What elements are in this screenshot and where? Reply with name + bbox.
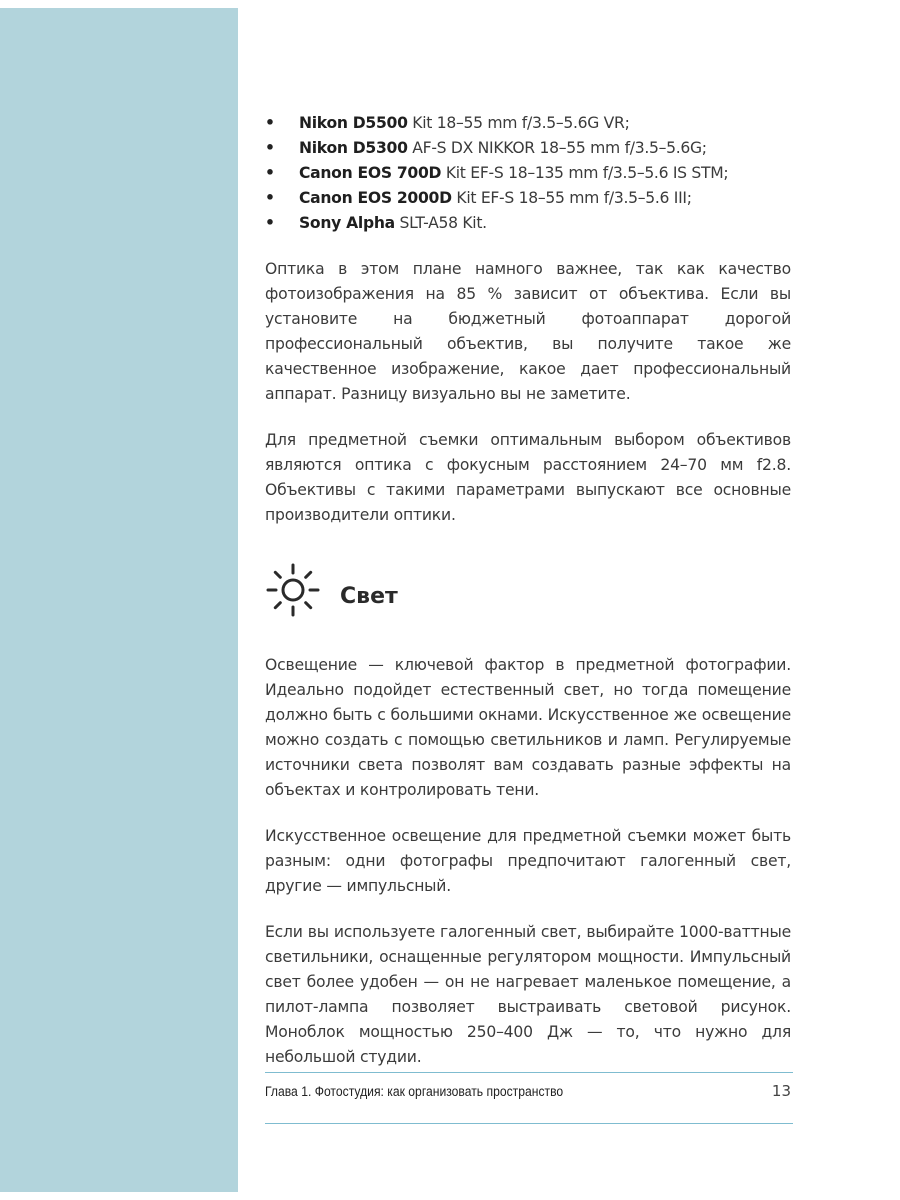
chapter-title: Глава 1. Фотостудия: как организовать пространство xyxy=(265,1084,564,1099)
paragraph-artificial-light: Искусственное освещение для предметной съемки может быть разным: одни фотографы предпочитают галогенный свет, другие — импульсный. xyxy=(265,827,791,895)
lens-kit: Kit EF-S 18–135 mm f/3.5–5.6 IS STM; xyxy=(441,164,729,182)
lens-kit: Kit EF-S 18–55 mm f/3.5–5.6 III; xyxy=(451,189,692,207)
list-item xyxy=(265,111,791,136)
camera-model: Nikon D5300 xyxy=(299,139,408,157)
lens-kit: Kit 18–55 mm f/3.5–5.6G VR; xyxy=(407,114,630,132)
lens-kit: AF-S DX NIKKOR 18–55 mm f/3.5–5.6G; xyxy=(407,139,707,157)
list-item xyxy=(265,136,791,161)
side-color-band xyxy=(0,8,238,1192)
camera-model: Sony Alpha xyxy=(299,214,395,232)
camera-model: Nikon D5500 xyxy=(299,114,408,132)
page-content xyxy=(265,111,791,1070)
bullet: • xyxy=(265,189,275,207)
section-heading xyxy=(265,562,791,622)
camera-model: Canon EOS 700D xyxy=(299,164,442,182)
page-footer xyxy=(265,1072,793,1124)
paragraph-optics: Оптика в этом плане намного важнее, так как качество фотоизображения на 85 % зависит от объектива. Если вы установите на бюджетный фотоаппарат дорогой профессиональный объектив, вы получите такое же качественное изображение, какое дает профессиональный аппарат. Разницу визуально вы не заметите. xyxy=(265,260,791,403)
list-item xyxy=(265,161,791,186)
lens-kit: SLT-A58 Kit. xyxy=(394,214,487,232)
bullet: • xyxy=(265,114,275,132)
paragraph-lighting: Освещение — ключевой фактор в предметной фотографии. Идеально подойдет естественный свет, но тогда помещение должно быть с большими окнами. Искусственное же освещение можно создать с помощью светильников и ламп. Регулируемые источники света позволят вам создавать разные эффекты на объектах и контролировать тени. xyxy=(265,656,791,799)
camera-model: Canon EOS 2000D xyxy=(299,189,452,207)
paragraph-halogen-light: Если вы используете галогенный свет, выбирайте 1000-ваттные светильники, оснащенные регулятором мощности. Импульсный свет более удобен — он не нагревает маленькое помещение, а пилот-лампа позволяет выстраивать световой рисунок. Моноблок мощностью 250–400 Дж — то, что нужно для небольшой студии. xyxy=(265,923,791,1066)
list-item xyxy=(265,211,791,236)
section-title: Свет xyxy=(340,584,398,609)
bullet: • xyxy=(265,164,275,182)
camera-list xyxy=(265,111,791,236)
sun-icon xyxy=(265,562,321,618)
bullet: • xyxy=(265,214,275,232)
page-number: 13 xyxy=(771,1082,791,1100)
paragraph-lens-choice: Для предметной съемки оптимальным выбором объективов являются оптика с фокусным расстоянием 24–70 мм f2.8. Объективы с такими параметрами выпускают все основные производители оптики. xyxy=(265,431,791,524)
bullet: • xyxy=(265,139,275,157)
list-item xyxy=(265,186,791,211)
